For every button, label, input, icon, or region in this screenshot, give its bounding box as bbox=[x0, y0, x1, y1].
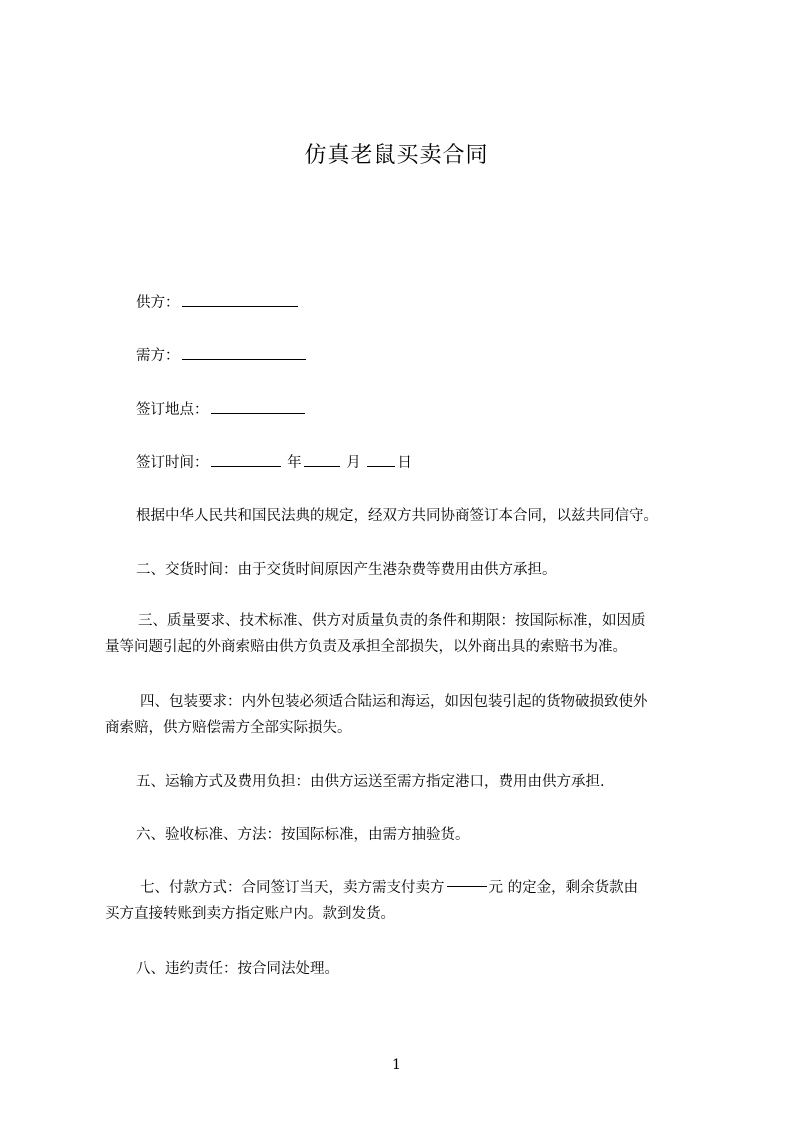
place-field bbox=[136, 399, 307, 420]
clause-8: 八、违约责任：按合同法处理。 bbox=[136, 961, 339, 977]
clause-7-line-1-b: 元 的定金，剩余货款由 bbox=[488, 880, 639, 896]
clause-5: 五、运输方式及费用负担：由供方运送至需方指定港口，费用由供方承担. bbox=[136, 774, 605, 790]
year-blank bbox=[211, 452, 281, 467]
preamble: 根据中华人民共和国民法典的规定，经双方共同协商签订本合同，以兹共同信守。 bbox=[136, 508, 658, 524]
clause-4-line-2: 商索赔，供方赔偿需方全部实际损失。 bbox=[105, 720, 352, 736]
day-blank bbox=[367, 452, 395, 467]
clause-4 bbox=[105, 689, 705, 741]
clause-7-line-1-a: 七、付款方式：合同签订当天，卖方需支付卖方 bbox=[140, 880, 445, 896]
clause-7-line-1 bbox=[105, 875, 705, 901]
clause-4-line-1: 四、包装要求：内外包装必须适合陆运和海运，如因包装引起的货物破损致使外 bbox=[140, 694, 648, 710]
supplier-label: 供方： bbox=[136, 295, 180, 311]
date-label: 签订时间： bbox=[136, 455, 209, 471]
month-blank bbox=[304, 452, 340, 467]
year-label: 年 bbox=[287, 455, 302, 471]
place-label: 签订地点： bbox=[136, 402, 209, 418]
clause-7 bbox=[105, 875, 705, 927]
clause-3 bbox=[105, 608, 705, 660]
buyer-label: 需方： bbox=[136, 348, 180, 364]
document-title: 仿真老鼠买卖合同 bbox=[304, 143, 489, 168]
clause-3-line-2: 量等问题引起的外商索赔由供方负责及承担全部损失，以外商出具的索赔书为准。 bbox=[105, 639, 627, 655]
amount-dash bbox=[447, 886, 487, 887]
supplier-field bbox=[136, 292, 300, 313]
clause-2: 二、交货时间：由于交货时间原因产生港杂费等费用由供方承担。 bbox=[136, 562, 557, 578]
buyer-blank bbox=[182, 345, 306, 360]
supplier-blank bbox=[182, 292, 298, 307]
day-label: 日 bbox=[397, 455, 412, 471]
clause-3-line-1: 三、质量要求、技术标准、供方对质量负责的条件和期限：按国际标准，如因质 bbox=[138, 613, 646, 629]
place-blank bbox=[211, 399, 305, 414]
page-number: 1 bbox=[392, 1057, 401, 1073]
clause-7-line-2: 买方直接转账到卖方指定账户内。款到发货。 bbox=[105, 906, 395, 922]
month-label: 月 bbox=[346, 455, 361, 471]
buyer-field bbox=[136, 345, 308, 366]
date-field bbox=[136, 452, 412, 473]
clause-6: 六、验收标准、方法：按国际标准，由需方抽验货。 bbox=[136, 827, 470, 843]
